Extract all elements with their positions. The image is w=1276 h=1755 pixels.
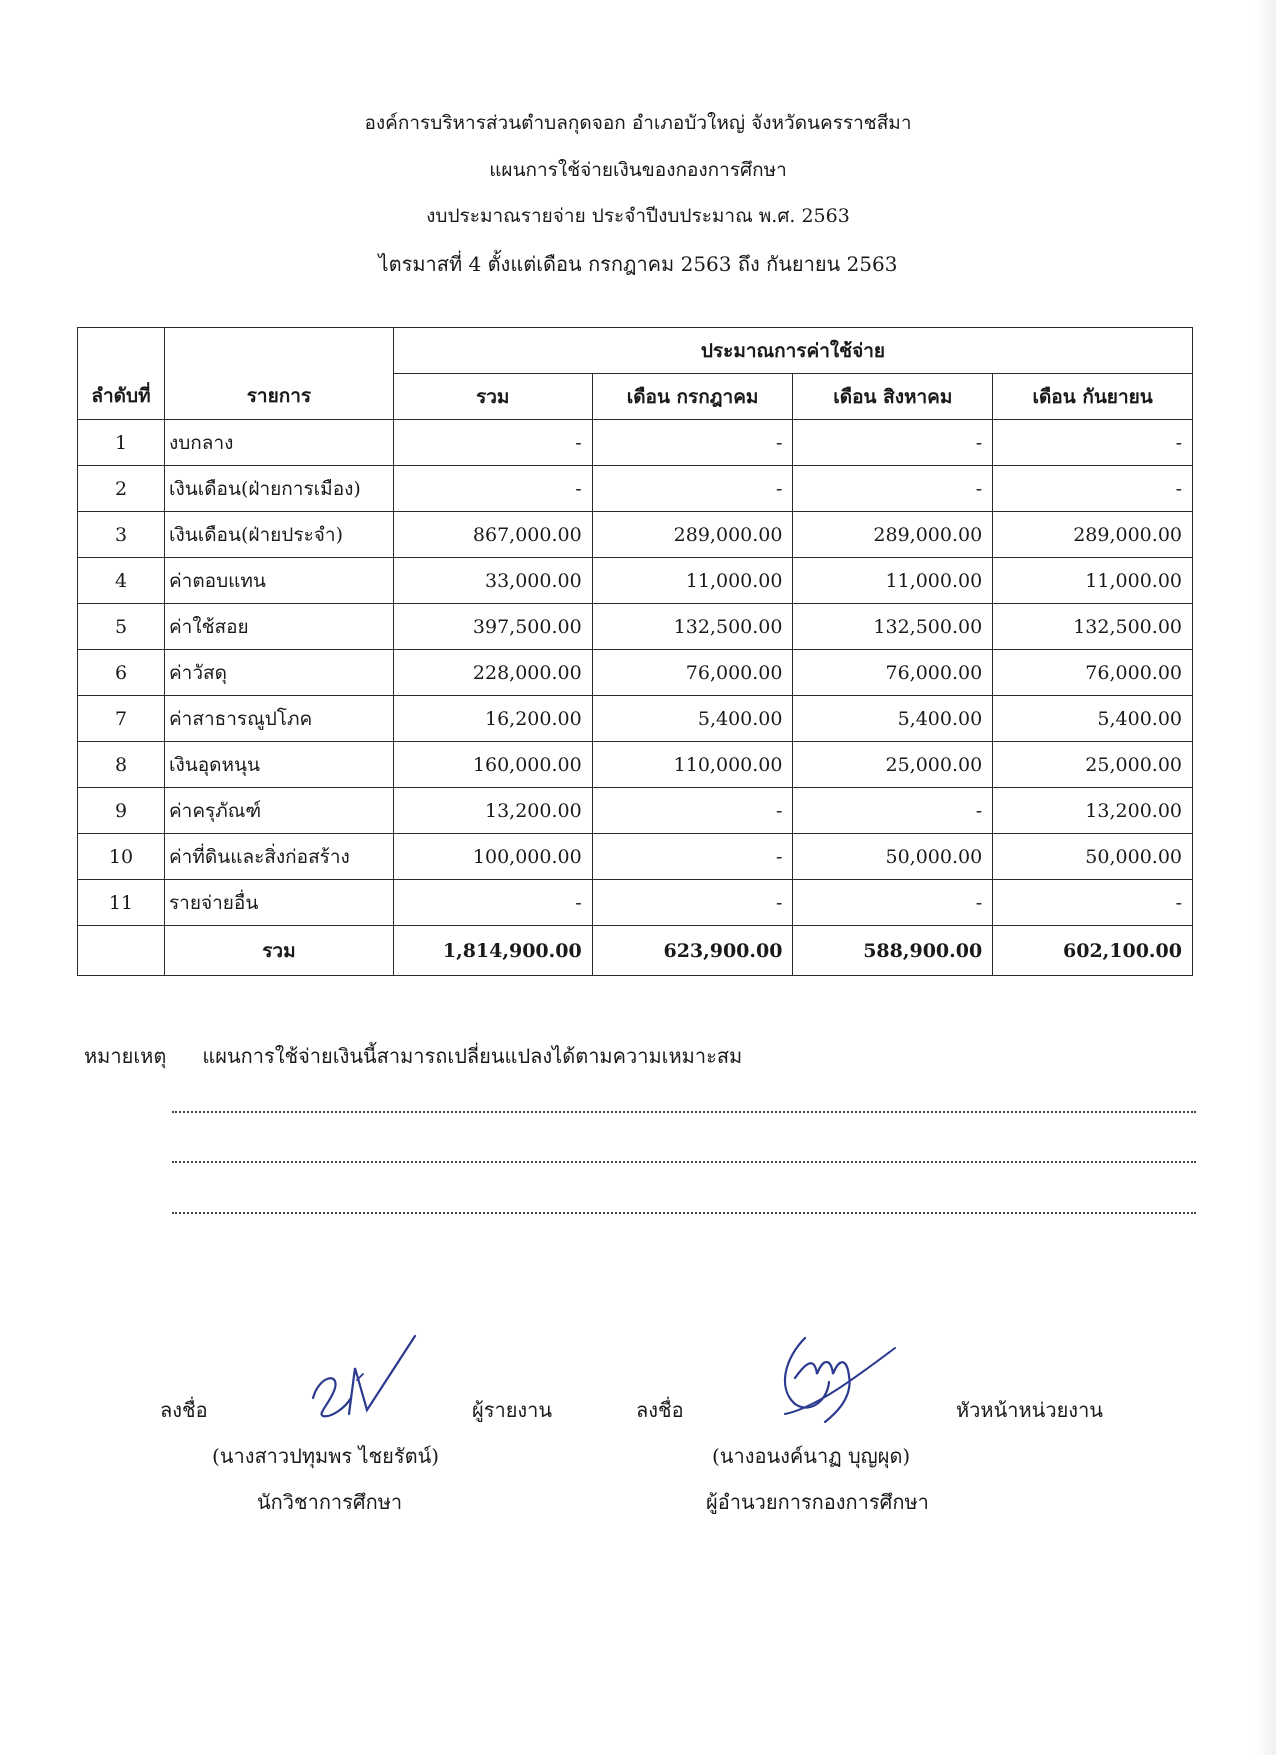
row-july-cell: 5,400.00 (592, 696, 793, 742)
table-row (78, 650, 1193, 696)
remark-dotted-line (172, 1211, 1196, 1214)
row-item-cell: ค่าตอบแทน (164, 558, 393, 604)
row-july-cell: 11,000.00 (592, 558, 793, 604)
row-total-cell: 867,000.00 (393, 512, 592, 558)
row-total-cell: 33,000.00 (393, 558, 592, 604)
row-september-cell: 25,000.00 (993, 742, 1193, 788)
table-row (78, 466, 1193, 512)
row-august-cell: - (793, 420, 993, 466)
row-index-cell: 4 (78, 558, 165, 604)
total-row-august: 588,900.00 (793, 926, 993, 976)
row-total-cell: 16,200.00 (393, 696, 592, 742)
row-index-cell: 2 (78, 466, 165, 512)
row-total-cell: - (393, 420, 592, 466)
row-july-cell: - (592, 834, 793, 880)
row-item-cell: รายจ่ายอื่น (164, 880, 393, 926)
table-row (78, 558, 1193, 604)
table-row (78, 696, 1193, 742)
row-august-cell: - (793, 880, 993, 926)
row-september-cell: 11,000.00 (993, 558, 1193, 604)
row-july-cell: 76,000.00 (592, 650, 793, 696)
right-signer-name: (นางอนงค์นาฏ บุญผุด) (712, 1444, 911, 1468)
remark (84, 1040, 742, 1072)
row-index-cell: 8 (78, 742, 165, 788)
row-item-cell: ค่าที่ดินและสิ่งก่อสร้าง (164, 834, 393, 880)
row-index-cell: 6 (78, 650, 165, 696)
column-header-july: เดือน กรกฎาคม (592, 374, 793, 420)
total-row-sum: 1,814,900.00 (393, 926, 592, 976)
row-september-cell: 50,000.00 (993, 834, 1193, 880)
remark-text: แผนการใช้จ่ายเงินนี้สามารถเปลี่ยนแปลงได้ตามความเหมาะสม (202, 1044, 743, 1068)
row-august-cell: - (793, 466, 993, 512)
row-index-cell: 9 (78, 788, 165, 834)
table-body (78, 420, 1193, 976)
table-total-row (78, 926, 1193, 976)
row-september-cell: 289,000.00 (993, 512, 1193, 558)
column-header-august: เดือน สิงหาคม (793, 374, 993, 420)
row-item-cell: ค่าใช้สอย (164, 604, 393, 650)
column-group-header-estimate: ประมาณการค่าใช้จ่าย (393, 328, 1192, 374)
row-september-cell: - (993, 466, 1193, 512)
row-index-cell: 5 (78, 604, 165, 650)
row-july-cell: 110,000.00 (592, 742, 793, 788)
row-july-cell: 289,000.00 (592, 512, 793, 558)
row-index-cell: 7 (78, 696, 165, 742)
total-row-label: รวม (164, 926, 393, 976)
table-row (78, 742, 1193, 788)
row-item-cell: เงินเดือน(ฝ่ายประจำ) (164, 512, 393, 558)
column-header-item: รายการ (164, 328, 393, 420)
expense-plan-table (77, 327, 1193, 976)
table-row (78, 420, 1193, 466)
row-index-cell: 1 (78, 420, 165, 466)
right-role: หัวหน้าหน่วยงาน (956, 1398, 1103, 1422)
total-row-index-cell (78, 926, 165, 976)
row-total-cell: - (393, 466, 592, 512)
left-signature-mark (305, 1328, 435, 1428)
row-july-cell: - (592, 880, 793, 926)
row-total-cell: 13,200.00 (393, 788, 592, 834)
row-item-cell: เงินอุดหนุน (164, 742, 393, 788)
header-organization: องค์การบริหารส่วนตำบลกุดจอก อำเภอบัวใหญ่ จังหวัดนครราชสีมา (364, 112, 912, 134)
row-july-cell: 132,500.00 (592, 604, 793, 650)
table-row (78, 788, 1193, 834)
row-index-cell: 11 (78, 880, 165, 926)
row-september-cell: 13,200.00 (993, 788, 1193, 834)
row-september-cell: 5,400.00 (993, 696, 1193, 742)
remark-dotted-line (172, 1110, 1196, 1113)
row-july-cell: - (592, 788, 793, 834)
table-row (78, 880, 1193, 926)
left-role: ผู้รายงาน (472, 1398, 553, 1422)
row-july-cell: - (592, 420, 793, 466)
total-row-september: 602,100.00 (993, 926, 1193, 976)
total-row-july: 623,900.00 (592, 926, 793, 976)
row-total-cell: 100,000.00 (393, 834, 592, 880)
row-july-cell: - (592, 466, 793, 512)
right-signer-position: ผู้อำนวยการกองการศึกษา (706, 1490, 929, 1514)
column-header-total: รวม (393, 374, 592, 420)
row-august-cell: 5,400.00 (793, 696, 993, 742)
row-august-cell: 289,000.00 (793, 512, 993, 558)
remark-dotted-line (172, 1160, 1196, 1163)
header-plan-title: แผนการใช้จ่ายเงินของกองการศึกษา (489, 159, 787, 181)
row-august-cell: 132,500.00 (793, 604, 993, 650)
row-september-cell: - (993, 420, 1193, 466)
column-header-index: ลำดับที่ (78, 328, 165, 420)
row-item-cell: เงินเดือน(ฝ่ายการเมือง) (164, 466, 393, 512)
row-total-cell: - (393, 880, 592, 926)
header-quarter: ไตรมาสที่ 4 ตั้งแต่เดือน กรกฎาคม 2563 ถึง กันยายน 2563 (378, 252, 898, 276)
left-sign-label: ลงชื่อ (160, 1398, 208, 1422)
table-row (78, 512, 1193, 558)
right-signature-mark (765, 1318, 905, 1428)
column-header-september: เดือน กันยายน (993, 374, 1193, 420)
row-september-cell: - (993, 880, 1193, 926)
row-august-cell: 11,000.00 (793, 558, 993, 604)
row-index-cell: 3 (78, 512, 165, 558)
row-august-cell: 50,000.00 (793, 834, 993, 880)
header-budget-year: งบประมาณรายจ่าย ประจำปีงบประมาณ พ.ศ. 2563 (426, 205, 850, 227)
table-row (78, 604, 1193, 650)
row-item-cell: ค่าสาธารณูปโภค (164, 696, 393, 742)
row-august-cell: - (793, 788, 993, 834)
left-signer-name: (นางสาวปทุมพร ไชยรัตน์) (212, 1444, 440, 1468)
row-august-cell: 76,000.00 (793, 650, 993, 696)
row-item-cell: งบกลาง (164, 420, 393, 466)
row-september-cell: 132,500.00 (993, 604, 1193, 650)
remark-label: หมายเหตุ (84, 1044, 167, 1068)
row-total-cell: 228,000.00 (393, 650, 592, 696)
row-item-cell: ค่าวัสดุ (164, 650, 393, 696)
row-index-cell: 10 (78, 834, 165, 880)
row-total-cell: 160,000.00 (393, 742, 592, 788)
row-august-cell: 25,000.00 (793, 742, 993, 788)
row-september-cell: 76,000.00 (993, 650, 1193, 696)
row-item-cell: ค่าครุภัณฑ์ (164, 788, 393, 834)
table-row (78, 834, 1193, 880)
right-sign-label: ลงชื่อ (636, 1398, 684, 1422)
left-signer-position: นักวิชาการศึกษา (257, 1490, 403, 1514)
row-total-cell: 397,500.00 (393, 604, 592, 650)
